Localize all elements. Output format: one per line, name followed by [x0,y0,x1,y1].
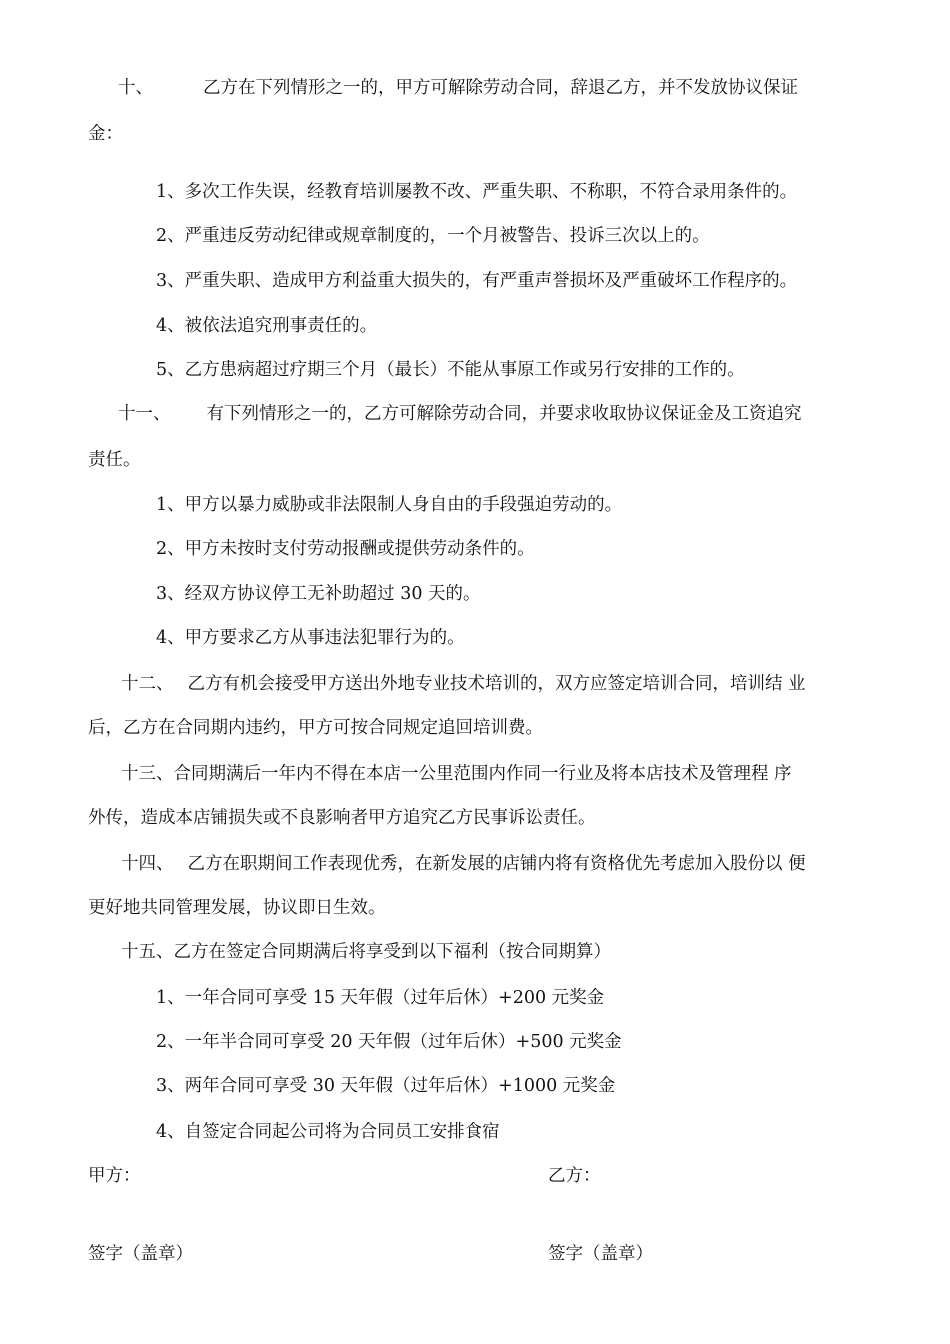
clause-10-line-1 [118,76,798,100]
clause-14-text: 乙方在职期间工作表现优秀，在新发展的店铺内将有资格优先考虑加入股份以 便 [187,854,806,874]
clause-10-item-5: 5、乙方患病超过疗期三个月（最长）不能从事原工作或另行安排的工作的。 [156,360,745,380]
clause-11-item-3: 3、经双方协议停工无补助超过 30 天的。 [156,584,481,604]
clause-11-item-1: 1、甲方以暴力威胁或非法限制人身自由的手段强迫劳动的。 [156,495,623,515]
clause-12-text: 乙方有机会接受甲方送出外地专业技术培训的，双方应签定培训合同，培训结 业 [187,674,806,694]
clause-11-number: 十一、 [118,404,171,424]
clause-10-item-3: 3、严重失职、造成甲方利益重大损失的，有严重声誉损坏及严重破坏工作程序的。 [156,271,798,291]
clause-15-item-4: 4、自签定合同起公司将为合同员工安排食宿 [156,1122,500,1142]
clause-14-line-1 [121,852,806,876]
party-b-label: 乙方： [548,1166,601,1186]
clause-11-text: 有下列情形之一的，乙方可解除劳动合同，并要求收取协议保证金及工资追究 [206,404,802,424]
clause-11-item-2: 2、甲方未按时支付劳动报酬或提供劳动条件的。 [156,539,535,559]
clause-13-line-1: 十三、合同期满后一年内不得在本店一公里范围内作同一行业及将本店技术及管理程 序 [121,764,792,784]
clause-15-line-1: 十五、乙方在签定合同期满后将享受到以下福利（按合同期算） [121,942,611,962]
clause-11-line-1 [118,402,802,426]
clause-14-line-2: 更好地共同管理发展，协议即日生效。 [88,898,386,918]
clause-11-item-4: 4、甲方要求乙方从事违法犯罪行为的。 [156,628,465,648]
clause-14-number: 十四、 [121,854,174,874]
clause-15-item-2: 2、一年半合同可享受 20 天年假（过年后休）+500 元奖金 [156,1032,622,1052]
party-a-label: 甲方： [88,1166,141,1186]
clause-10-item-2: 2、严重违反劳动纪律或规章制度的，一个月被警告、投诉三次以上的。 [156,226,710,246]
clause-10-item-1: 1、多次工作失误，经教育培训屡教不改、严重失职、不称职，不符合录用条件的。 [156,182,798,202]
clause-15-item-3: 3、两年合同可享受 30 天年假（过年后休）+1000 元奖金 [156,1076,616,1096]
clause-12-number: 十二、 [121,674,174,694]
clause-15-item-1: 1、一年合同可享受 15 天年假（过年后休）+200 元奖金 [156,988,605,1008]
clause-10-number: 十、 [118,78,153,98]
party-a-signature: 签字（盖章） [88,1244,193,1264]
clause-12-line-2: 后，乙方在合同期内违约，甲方可按合同规定追回培训费。 [88,718,543,738]
party-b-signature: 签字（盖章） [548,1244,653,1264]
clause-10-item-4: 4、被依法追究刑事责任的。 [156,316,378,336]
clause-10-line-2: 金： [88,124,123,144]
clause-11-line-2: 责任。 [88,450,141,470]
clause-13-line-2: 外传，造成本店铺损失或不良影响者甲方追究乙方民事诉讼责任。 [88,808,596,828]
clause-12-line-1 [121,672,806,696]
clause-10-text: 乙方在下列情形之一的，甲方可解除劳动合同，辞退乙方，并不发放协议保证 [203,78,798,98]
